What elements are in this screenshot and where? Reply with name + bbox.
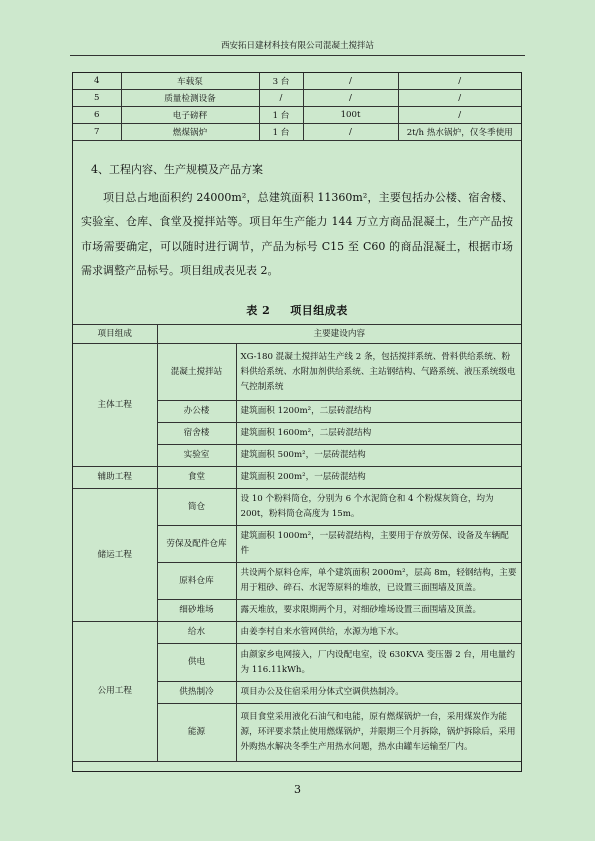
table-header-row — [73, 325, 521, 344]
equip-qty: / — [259, 90, 303, 107]
group-cell: 储运工程 — [73, 489, 157, 622]
item-content: 由姜李村自来水管网供给，水源为地下水。 — [236, 622, 521, 644]
item-name: 给水 — [157, 622, 236, 644]
col-header-group: 项目组成 — [73, 325, 157, 344]
item-content: 项目食堂采用液化石油气和电能，原有燃煤锅炉一台，采用煤炭作为能源，环评要求禁止使用燃煤锅炉，并限期三个月拆除，锅炉拆除后，采用外购热水解决冬季生产用热水问题，热水由罐车运输至厂内。 — [236, 704, 521, 762]
item-content: 建筑面积 1600m²，二层砖混结构 — [236, 423, 521, 445]
equip-note: / — [398, 107, 521, 124]
table-row — [73, 90, 521, 107]
item-name: 能源 — [157, 704, 236, 762]
group-cell: 辅助工程 — [73, 467, 157, 489]
running-header: 西安拓日建材科技有限公司混凝土搅拌站 — [220, 41, 374, 51]
equip-qty: 1 台 — [259, 107, 303, 124]
equip-no: 7 — [73, 124, 121, 141]
table-row — [73, 124, 521, 141]
composition-table — [73, 324, 521, 762]
item-content: 建筑面积 200m²，一层砖混结构 — [236, 467, 521, 489]
table-caption — [73, 302, 521, 318]
equip-no: 6 — [73, 107, 121, 124]
table-row — [73, 467, 521, 489]
item-content: 项目办公及住宿采用分体式空调供热制冷。 — [236, 682, 521, 704]
group-cell: 公用工程 — [73, 622, 157, 762]
table-row — [73, 344, 521, 401]
equip-name: 电子磅秤 — [121, 107, 259, 124]
equip-name: 车载泵 — [121, 73, 259, 90]
section-heading: 4、工程内容、生产规模及产品方案 — [91, 163, 263, 176]
item-content: 由颜家乡电网接入，厂内设配电室，设 630KVA 变压器 2 台，用电量约为 116.11kWh。 — [236, 644, 521, 682]
item-name: 细砂堆场 — [157, 600, 236, 622]
item-content: XG-180 混凝土搅拌站生产线 2 条，包括搅拌系统、骨料供给系统、粉料供给系统、水附加剂供给系统、主站钢结构、气路系统、液压系统级电气控制系统 — [236, 344, 521, 401]
table-row — [73, 73, 521, 90]
item-name: 原料仓库 — [157, 563, 236, 600]
table-title: 项目组成表 — [290, 304, 348, 317]
equip-spec: / — [303, 90, 398, 107]
equip-note: / — [398, 90, 521, 107]
equip-qty: 1 台 — [259, 124, 303, 141]
table-row — [73, 107, 521, 124]
item-name: 供热制冷 — [157, 682, 236, 704]
equipment-table — [73, 73, 521, 141]
header-rule — [70, 55, 525, 56]
item-name: 食堂 — [157, 467, 236, 489]
paragraph-text: 项目总占地面积约 24000m²，总建筑面积 11360m²，主要包括办公楼、宿舍楼、实验室、仓库、食堂及搅拌站等。项目年生产能力 144 万立方商品混凝土，生产产品按市场需要确定，可以随时进行调节，产品为标号 C15 至 C60 的商品混凝土，根据市场需求调整产品标号。项目组成表见表 2。 — [81, 191, 513, 277]
equip-spec: / — [303, 73, 398, 90]
table-row — [73, 489, 521, 526]
equip-name: 质量检测设备 — [121, 90, 259, 107]
item-name: 混凝土搅拌站 — [157, 344, 236, 401]
item-content: 建筑面积 500m²，一层砖混结构 — [236, 445, 521, 467]
item-name: 实验室 — [157, 445, 236, 467]
page-number: 3 — [294, 783, 301, 796]
col-header-content: 主要建设内容 — [157, 325, 521, 344]
equip-note: / — [398, 73, 521, 90]
group-cell: 主体工程 — [73, 344, 157, 467]
equip-no: 4 — [73, 73, 121, 90]
item-content: 共设两个原料仓库，单个建筑面积 2000m²，层高 8m，轻钢结构，主要用于粗砂、碎石、水泥等原料的堆放，已设置三面围墙及顶盖。 — [236, 563, 521, 600]
equip-spec: / — [303, 124, 398, 141]
item-content: 设 10 个粉料筒仓，分别为 6 个水泥筒仓和 4 个粉煤灰筒仓，均为 200t，粉料筒仓高度为 15m。 — [236, 489, 521, 526]
item-content: 建筑面积 1200m²，二层砖混结构 — [236, 401, 521, 423]
item-name: 办公楼 — [157, 401, 236, 423]
equip-no: 5 — [73, 90, 121, 107]
item-name: 筒仓 — [157, 489, 236, 526]
item-name: 劳保及配件仓库 — [157, 526, 236, 563]
item-content: 露天堆放，要求限期两个月，对细砂堆场设置三面围墙及顶盖。 — [236, 600, 521, 622]
content-frame — [72, 72, 522, 772]
equip-qty: 3 台 — [259, 73, 303, 90]
equip-note: 2t/h 热水锅炉，仅冬季使用 — [398, 124, 521, 141]
equip-name: 燃煤锅炉 — [121, 124, 259, 141]
equip-spec: 100t — [303, 107, 398, 124]
table-number: 表 2 — [246, 304, 271, 317]
table-row — [73, 622, 521, 644]
item-content: 建筑面积 1000m²，一层砖混结构，主要用于存放劳保、设备及车辆配件 — [236, 526, 521, 563]
project-description — [81, 186, 513, 283]
item-name: 供电 — [157, 644, 236, 682]
item-name: 宿舍楼 — [157, 423, 236, 445]
